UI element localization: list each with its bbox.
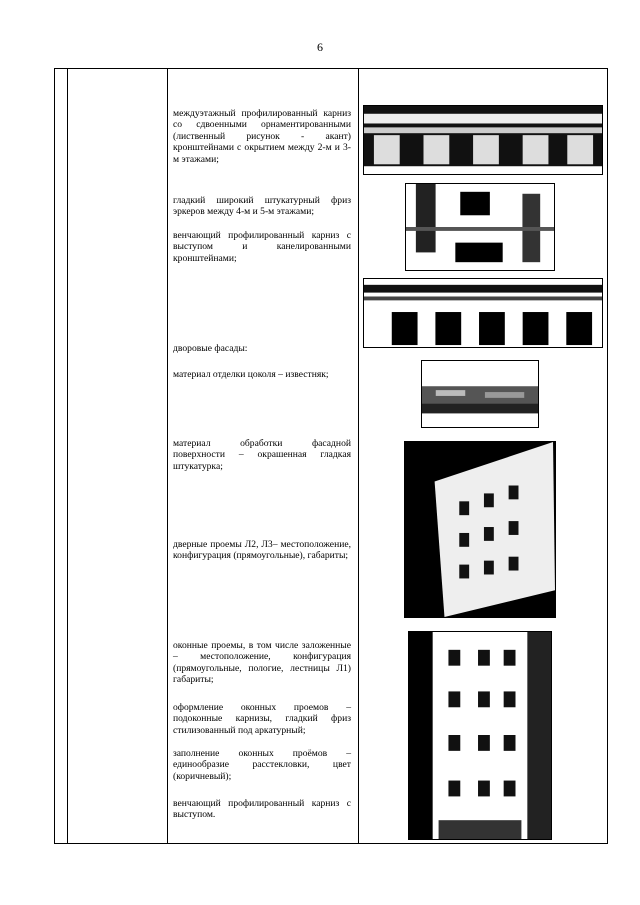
row-text-facade-surface: материал обработки фасадной поверхности – окрашенная гладкая штукатурка; [173, 438, 351, 472]
photo-crowning-cornice [363, 278, 603, 348]
photo-plinth-limestone [421, 360, 539, 428]
photo-courtyard-facade [404, 441, 556, 618]
row-text-crowning-cornice: венчающий профилированный карниз с выступом и канелированными кронштейнами; [173, 230, 351, 264]
row-text-courtyard-facades: дворовые фасады: [173, 343, 248, 354]
column-divider-1 [67, 69, 68, 843]
page-number: 6 [317, 40, 323, 54]
photo-cornice-brackets [363, 105, 603, 175]
photo-courtyard-windows [408, 631, 552, 840]
row-text-window-filling: заполнение оконных проёмов – единообразие расстекловки, цвет (коричневый); [173, 748, 351, 782]
row-text-cornice-2-3: междуэтажный профилированный карниз со сдвоенными орнаментированными (лиственный рисунок - акант) кронштейнами с окрытием между 2-м и 3-м этажами; [173, 108, 351, 165]
photo-bay-frieze [405, 183, 555, 271]
column-divider-3 [358, 69, 359, 843]
row-text-frieze: гладкий широкий штукатурный фриз эркеров между 4-м и 5-м этажами; [173, 195, 351, 218]
row-text-window-decoration: оформление оконных проемов – подоконные карнизы, гладкий фриз стилизованный под аркатурный; [173, 702, 351, 736]
column-divider-2 [167, 69, 168, 843]
row-text-plinth-material: материал отделки цоколя – известняк; [173, 369, 329, 380]
row-text-door-openings: дверные проемы Л2, Л3– местоположение, конфигурация (прямоугольные), габариты; [173, 539, 351, 562]
row-text-window-openings: оконные проемы, в том числе заложенные – местоположение, конфигурация (прямоугольные, пологие, лестницы Л1) габариты; [173, 640, 351, 686]
row-text-courtyard-cornice: венчающий профилированный карниз с выступом. [173, 798, 351, 821]
